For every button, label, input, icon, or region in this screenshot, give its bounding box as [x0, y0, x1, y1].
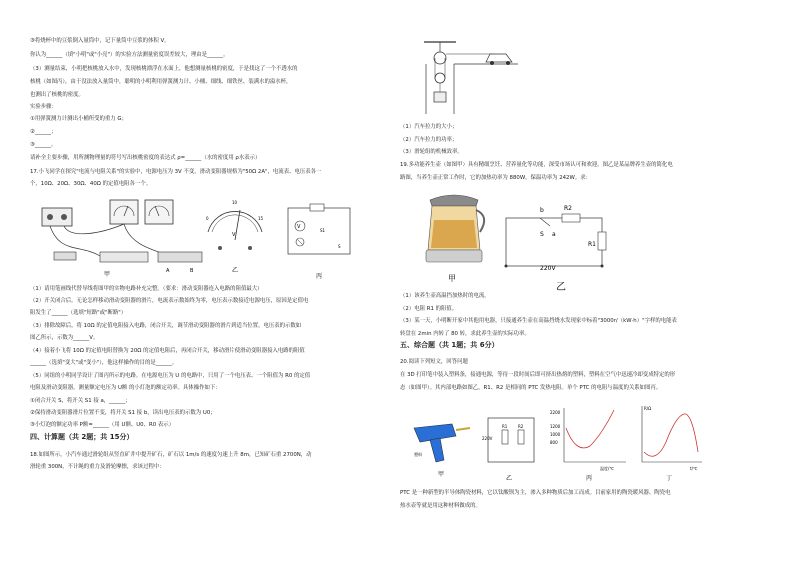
section-heading: 四、计算题（共 2题；共 15分） — [30, 433, 134, 441]
pen-circuit-figure-yi — [482, 410, 542, 482]
text-line: ①闭合开关 S，将开关 S1 接 a，______； — [30, 398, 131, 404]
text-line: （2）开关闭合后，无论怎样移动滑动变阻器的滑片，电流表示数始终为零，电压表示数接近电源电压，原因是定值电 — [30, 298, 309, 304]
text-line: （4）接着小飞将 10Ω 的定值电阻替换为 20Ω 的定值电阻后，再闭合开关，移动滑片使滑动变阻器接入电路的阻值 — [30, 348, 305, 354]
text-line: 阻发生了______（选填"短路"或"断路"） — [30, 310, 127, 316]
pen-voltage-label: 220V — [482, 436, 493, 441]
circuit-figure-bing — [280, 200, 360, 280]
ptc-graph-figure-bing — [550, 402, 630, 482]
text-line: 图乙所示，示数为______V。 — [30, 335, 99, 341]
circuit-figure-yi — [500, 196, 620, 292]
y-axis-label: R/Ω — [644, 406, 652, 411]
text-line: ③小灯泡的额定功率 P额=______（用 U额、U0、R0 表示） — [30, 422, 175, 428]
switch-s-label: S — [540, 231, 544, 238]
svg-text:A: A — [166, 268, 170, 274]
svg-text:S1: S1 — [320, 228, 326, 233]
text-line: ②保持滑动变阻器滑片位置不变，将开关 S1 接 b，读出电压表的示数为 U0； — [30, 410, 216, 416]
text-line: 态（如图甲）。其内部电路如图乙，R1、R2 是相同的 PTC 发热电阻。单个 PTC 的电阻与温度的关系如图丙。 — [400, 385, 662, 391]
figure-label-bing: 丙 — [586, 475, 593, 482]
pen-r2-label: R2 — [518, 424, 524, 429]
text-line: 滑轮重 300N，不计绳的重力及滑轮摩擦，求该过程中： — [30, 464, 165, 470]
switch-b-label: b — [540, 207, 544, 214]
text-line: 19.多功能养生壶（如图甲）具有精细烹饪、营养量化等功能，深受市场认可和欢迎。图乙是某品牌养生壶的简化电 — [400, 162, 673, 168]
svg-text:10: 10 — [232, 200, 238, 205]
svg-text:V: V — [297, 224, 301, 230]
text-line: PTC 是一种新型的半导体陶瓷材料，它以钛酸钡为主，渗入多种物质后加工而成。目前家用的陶瓷暖风器、陶瓷电 — [400, 490, 671, 496]
text-line: 热水壶等就是用这种材料做成的。 — [400, 503, 481, 509]
pen-r1-label: R1 — [502, 424, 508, 429]
text-line: ③______。 — [30, 142, 57, 148]
text-line: 转盘在 2min 内转了 80 转，求此养生壶的实际功率。 — [400, 331, 530, 337]
text-line: （2）汽车拉力的功率； — [400, 137, 458, 143]
svg-text:B: B — [190, 268, 194, 274]
text-line: ______（选填"变大"或"变小"），他这样操作的目的是______。 — [30, 360, 178, 366]
text-line: 电阻及滑动变阻器，测量额定电压为 U额 的小灯泡的额定功率。具体操作如下： — [30, 385, 221, 391]
pen-label: 塑料 — [414, 452, 422, 457]
text-line: ①用弹簧测力计测出小桶所受的重力 G； — [30, 116, 127, 122]
text-line: （3）滑轮组的机械效率。 — [400, 149, 463, 155]
figure-label-yi: 乙 — [506, 475, 513, 482]
text-line: 20.阅读下列短文，回答问题 — [400, 359, 468, 365]
figure-label-ding: 丁 — [666, 475, 673, 482]
section-heading: 五、综合题（共 1题；共 6分） — [400, 341, 499, 349]
ptc-graph-figure-ding — [632, 402, 706, 482]
text-line: （1）汽车拉力的大小； — [400, 124, 458, 130]
text-line: 实验步骤： — [30, 104, 57, 110]
kettle-figure-jia — [414, 186, 494, 286]
y-tick: 2200 — [550, 410, 561, 415]
text-line: 你认为______（填"小明"或"小亮"）的实验方法测量密度误差较大，理由是______。 — [30, 52, 229, 58]
text-line: （3）测量结束，小明把核桃放入水中，发现核桃漂浮在水面上，他想测量核桃的密度，于是找这了一个不透水的 — [30, 66, 298, 72]
text-line: 也测出了核桃的密度。 — [30, 92, 84, 98]
y-tick: 800 — [550, 440, 558, 445]
svg-text:0: 0 — [206, 216, 209, 221]
y-tick: 1200 — [550, 424, 561, 429]
figure-label-yi: 乙 — [556, 282, 566, 292]
voltage-label: 220V — [540, 265, 556, 272]
text-line: 请补全主要步骤，用所测物理量的符号写出核桃密度的表达式 ρ=______（水的密度用 ρ水表示） — [30, 155, 261, 161]
text-line: ③将烧杯中的豆浆倒入量筒中，记下量筒中豆浆的体积 V。 — [30, 38, 170, 44]
text-line: 路图，当养生壶正常工作时，它的加热功率为 880W，保温功率为 242W。求： — [400, 175, 591, 181]
text-line: 18.如图所示，小汽车通过滑轮组从竖直矿井中提升矿石，矿石以 1m/s 的速度匀速上升 8m，已知矿石重 2700N，动 — [30, 452, 312, 458]
svg-text:V: V — [232, 232, 236, 238]
text-line: 核桃（如图丙），由于没法放入量筒中，聪明的小明利用弹簧测力计、小桶、细线、细铁丝、装满水的溢水杯， — [30, 79, 292, 85]
r1-label: R1 — [588, 241, 596, 248]
pulley-figure — [414, 40, 524, 120]
r2-label: R2 — [564, 205, 572, 212]
printing-pen-figure-jia — [406, 414, 476, 480]
figure-label-bing: 丙 — [316, 273, 323, 280]
text-line: （3）排除故障后，将 10Ω 的定值电阻接入电路，闭合开关，调节滑动变阻器的滑片到适当位置，电压表的示数如 — [30, 323, 302, 329]
apparatus-figure-jia — [40, 194, 210, 280]
figure-label-jia: 甲 — [438, 471, 445, 478]
y-tick: 1000 — [550, 432, 561, 437]
switch-a-label: a — [552, 231, 556, 238]
text-line: （3）某一天，小明断开家中其他用电器，只接通养生壶在高温挡烧水发现家中标着"3000r/（kW·h）"字样的电能表 — [400, 318, 677, 324]
x-axis-label: 温度/℃ — [600, 466, 614, 471]
text-line: ②______； — [30, 129, 57, 135]
svg-text:15: 15 — [258, 216, 264, 221]
text-line: 17.小飞同学在探究"电流与电阻关系"的实验中，电源电压为 3V 不变，滑动变阻器规格为"50Ω 2A"，电流表、电压表各一 — [30, 169, 322, 175]
figure-label-jia: 甲 — [448, 274, 456, 283]
svg-text:S: S — [338, 244, 341, 249]
text-line: 个，10Ω、20Ω、30Ω、40Ω 的定值电阻各一个。 — [30, 181, 152, 187]
text-line: （5）同组的小明同学设计了图丙所示的电路。在电源电压为 U 的电路中，只用了一个电压表、一个阻值为 R0 的定值 — [30, 373, 311, 379]
figure-label-yi: 乙 — [232, 267, 239, 274]
figure-label-jia: 甲 — [104, 271, 111, 278]
text-line: 在 3D 打印笔中装入塑料条，接通电源，等待一段时间后即可挤出热熔的塑料，塑料在空气中迅速冷却变成特定的形 — [400, 372, 676, 378]
text-line: （1）请用笔画线代替导线将图甲的实物电路补充完整。（要求：滑动变阻器连入电路的阻值最大） — [30, 286, 263, 292]
text-line: （1）该养生壶高温挡加热时的电流。 — [400, 293, 490, 299]
x-axis-label: t/℃ — [690, 466, 698, 471]
voltmeter-dial-figure-yi — [202, 196, 268, 280]
text-line: （2）电阻 R1 的阻值。 — [400, 306, 458, 312]
